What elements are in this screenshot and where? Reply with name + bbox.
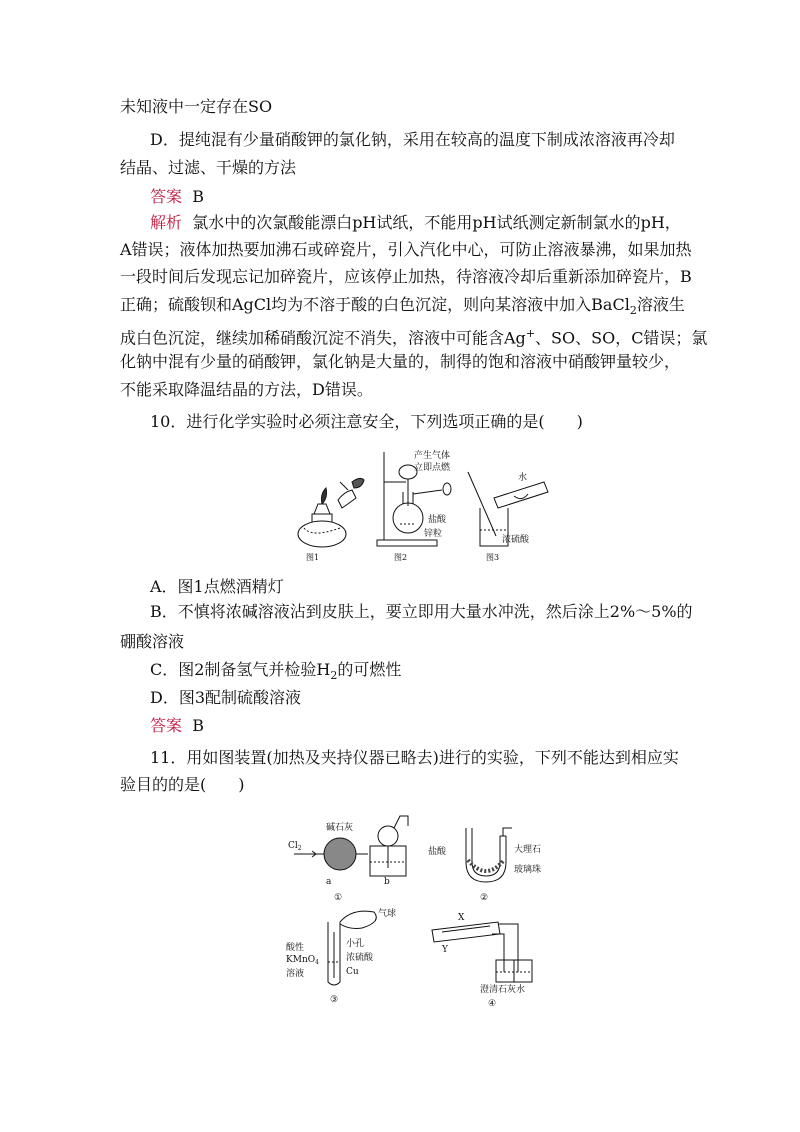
- analysis-line4-pre: 正确；硫酸钡和AgCl均为不溶于酸的白色沉淀，则向某溶液中加入BaCl: [120, 295, 630, 314]
- fig1-alcohol-lamps: [298, 478, 364, 547]
- q10-figure: [282, 442, 572, 566]
- setup2-u-tube: [466, 828, 512, 882]
- setup1-soda-lime: 碱石灰: [326, 823, 354, 833]
- fig2-label-gas: 产生气体: [414, 451, 451, 461]
- fig2-caption: 图2: [394, 553, 408, 562]
- setup2-number: ②: [480, 893, 489, 903]
- analysis-label: 解析: [150, 213, 183, 232]
- fig3-label-water: 水: [518, 473, 528, 483]
- q9-analysis-line5: [120, 323, 707, 349]
- setup3-kmno4: KMnO$_4$: [286, 955, 319, 966]
- answer-label: 答案: [150, 187, 183, 206]
- answer-value: B: [192, 187, 204, 206]
- setup4-x: X: [458, 913, 465, 923]
- q9-analysis-line7: 不能采取降温结晶的方法，D错误。: [120, 380, 373, 399]
- fig3-caption: 图3: [486, 553, 500, 562]
- setup2-hcl: 盐酸: [428, 847, 447, 857]
- q10-option-b-line2: 硼酸溶液: [120, 632, 185, 651]
- q9-analysis-line4: [120, 294, 685, 322]
- setup3-number: ③: [330, 995, 339, 1005]
- q11-figure: [282, 812, 572, 1008]
- analysis-line5-post: 、SO、SO，C错误；氯: [535, 328, 708, 348]
- answer-label: 答案: [150, 716, 183, 735]
- q9-text-line: 未知液中一定存在SO: [120, 97, 273, 116]
- setup4-number: ④: [488, 999, 497, 1008]
- setup1-a: a: [326, 877, 332, 887]
- setup4-y: Y: [442, 945, 448, 955]
- q11-stem-line1: 11．用如图装置(加热及夹持仪器已略去)进行的实验，下列不能达到相应实: [150, 748, 679, 767]
- option-c-pre: C．图2制备氢气并检验H: [150, 660, 331, 679]
- setup4-limewater: 澄清石灰水: [480, 985, 526, 995]
- q9-analysis-line6: 化钠中混有少量的硝酸钾，氯化钠是大量的，制得的饱和溶液中硝酸钾量较少，: [120, 352, 681, 371]
- setup1-number: ①: [334, 893, 343, 903]
- option-c-post: 的可燃性: [337, 660, 402, 679]
- setup2-marble: 大理石: [514, 845, 542, 855]
- q9-analysis-line2: A错误；液体加热要加沸石或碎瓷片，引入汽化中心，可防止溶液暴沸，如果加热: [120, 240, 692, 259]
- q10-answer: [150, 715, 204, 737]
- fig1-caption: 图1: [306, 553, 320, 562]
- setup3-balloon: 气球: [378, 909, 397, 919]
- q9-option-d-line1: D．提纯混有少量硝酸钾的氯化钠，采用在较高的温度下制成浓溶液再冷却: [150, 130, 675, 149]
- q10-option-a: A．图1点燃酒精灯: [150, 577, 284, 596]
- setup2-glass-beads: 玻璃珠: [514, 865, 542, 875]
- q10-stem: 10．进行化学实验时必须注意安全，下列选项正确的是( ): [150, 412, 583, 431]
- answer-value: B: [192, 716, 204, 735]
- fig2-label-zn: 锌粒: [424, 529, 443, 539]
- q9-answer: [150, 186, 204, 208]
- setup3-cu: Cu: [346, 967, 359, 977]
- fig3-label-acid: 浓硫酸: [502, 535, 530, 545]
- setup3-conc-h2so4: 浓硫酸: [346, 953, 374, 963]
- option-c-sub: 2: [330, 669, 338, 683]
- analysis-line4-post: 溶液生: [636, 295, 685, 314]
- q9-option-d-line2: 结晶、过滤、干燥的方法: [120, 158, 297, 177]
- setup1-b: b: [384, 877, 390, 887]
- analysis-line4-sub: 2: [629, 304, 637, 318]
- setup3-hole: 小孔: [346, 939, 365, 949]
- q10-option-b-line1: B．不慎将浓碱溶液沾到皮肤上，要立即用大量水冲洗，然后涂上2%～5%的: [150, 602, 693, 621]
- fig2-label-hcl: 盐酸: [428, 515, 447, 525]
- q10-option-c: [150, 659, 401, 687]
- q10-option-d: D．图3配制硫酸溶液: [150, 688, 302, 707]
- setup3-solution: 溶液: [286, 969, 305, 979]
- q11-stem-line2: 验目的的是( ): [120, 775, 245, 794]
- setup1-cl2: $Cl_2$: [288, 841, 302, 852]
- setup3-acidic: 酸性: [286, 943, 305, 953]
- q9-analysis-line3: 一段时间后发现忘记加碎瓷片，应该停止加热，待溶液冷却后重新添加碎瓷片，B: [120, 267, 692, 286]
- analysis-text: 氯水中的次氯酸能漂白pH试纸，不能用pH试纸测定新制氯水的pH，: [192, 213, 681, 232]
- fig2-label-ignite: 立即点燃: [414, 463, 451, 473]
- q9-analysis-line1: [150, 212, 681, 234]
- analysis-line5-pre: 成白色沉淀，继续加稀硝酸沉淀不消失，溶液中可能含Ag: [120, 328, 526, 348]
- analysis-line5-sup: +: [525, 327, 536, 340]
